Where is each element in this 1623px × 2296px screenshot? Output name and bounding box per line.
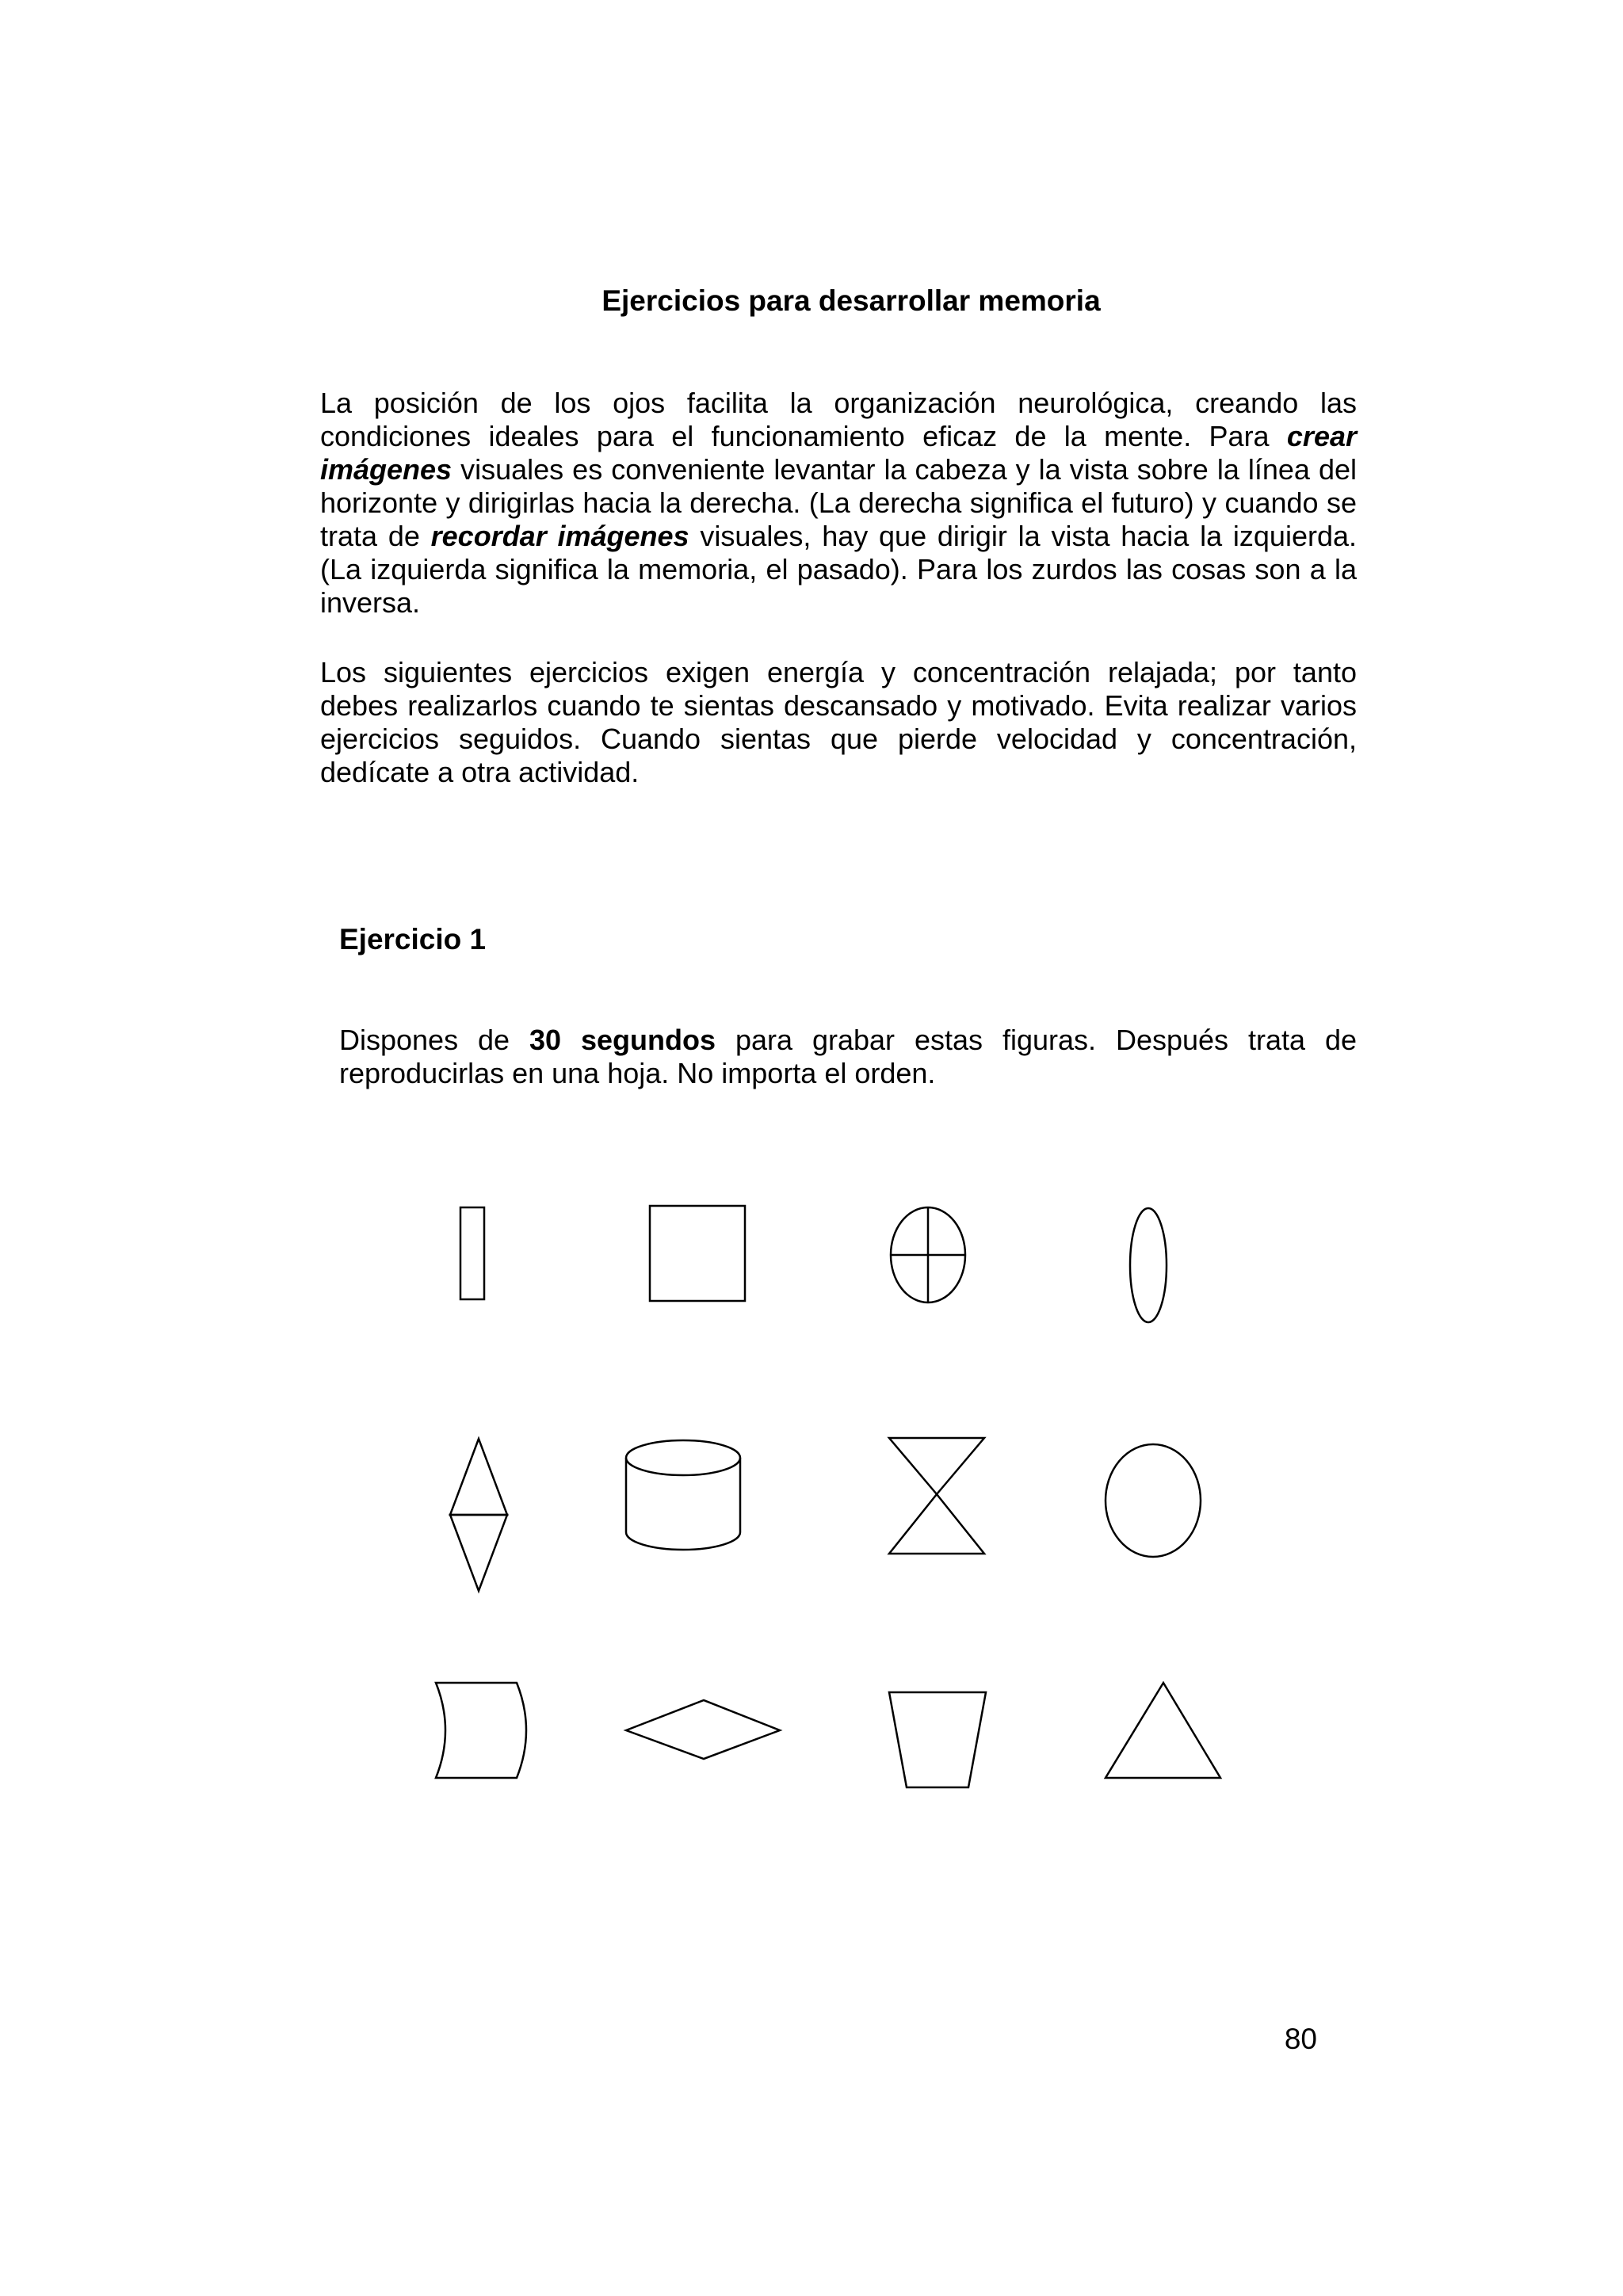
figure-narrow-rectangle <box>460 1207 484 1299</box>
paragraph1-text-b: visuales es conveniente levantar la cabeza y la vista sobre la línea del horizonte y dirigirlas hacia la derecha. (La derecha significa el futuro) y cuando se trata de <box>320 453 1357 552</box>
instructions-time: 30 segundos <box>529 1024 716 1056</box>
figure-double-triangle-diamond <box>450 1439 507 1591</box>
exercise-heading: Ejercicio 1 <box>339 923 487 955</box>
figure-curved-rectangle <box>436 1683 526 1778</box>
figure-hourglass <box>889 1438 984 1554</box>
figure-cylinder <box>626 1440 740 1550</box>
figure-vertical-ellipse <box>1130 1208 1167 1322</box>
paragraph-exercise-advice: Los siguientes ejercicios exigen energía y concentración relajada; por tanto debes realizarlos cuando te sientas descansado y motivado. Evita realizar varios ejercicios seguidos. Cuando sientas que pierde velocidad y concentración, dedícate a otra actividad. <box>320 656 1357 788</box>
emphasis-crear-imagenes: crear imágenes <box>320 420 1357 486</box>
page-number: 80 <box>1284 2023 1317 2055</box>
instructions-text-a: Dispones de <box>339 1024 530 1056</box>
paragraph1-text-a: La posición de los ojos facilita la organización neurológica, creando las condiciones ideales para el funcionamiento eficaz de la mente. Para <box>320 387 1357 452</box>
instructions-text-b: para grabar estas figuras. Después trata de reproducirlas en una hoja. No importa el orden. <box>339 1024 1358 1089</box>
figure-triangle <box>1106 1683 1220 1778</box>
document-title: Ejercicios para desarrollar memoria <box>601 284 1101 317</box>
figure-square <box>650 1206 745 1301</box>
figure-trapezoid <box>889 1692 986 1787</box>
paragraph1-text-c: visuales, hay que dirigir la vista hacia la izquierda. (La izquierda significa la memoria, el pasado). Para los zurdos las cosas son a la inversa. <box>320 520 1357 619</box>
figure-rhombus <box>626 1700 780 1759</box>
exercise-instructions <box>339 1024 1357 1090</box>
paragraph-eye-position <box>320 387 1357 620</box>
emphasis-recordar-imagenes: recordar imágenes <box>430 520 689 552</box>
figure-circle <box>1106 1444 1201 1557</box>
figure-circle-with-cross <box>891 1207 965 1302</box>
